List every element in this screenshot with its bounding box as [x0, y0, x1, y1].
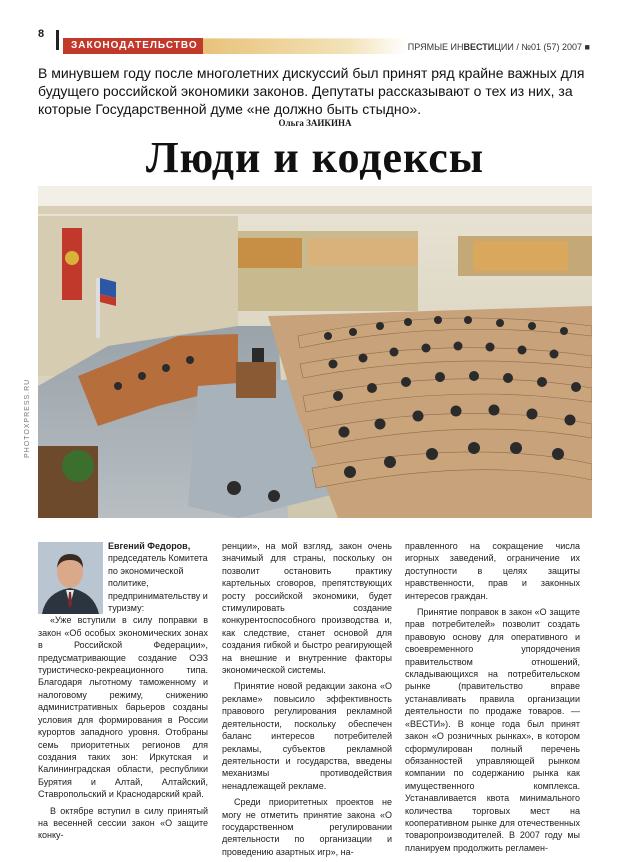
paragraph: «Уже вступили в силу поправки в закон «Об особых экономических зонах в Российской Федерации», предусматривающие создание ОЭЗ туристическо-рекреационного типа. Благодаря льготному таможенному и налоговому режиму, снижению административных барьеров созданы условия для формирования в России курортов западного уровня. Отобраны семь приоритетных регионов для создания таких зон: Иркутская и Калининградская области, республики Бурятия и Алтай, Алтайский, Ставропольский и Краснодарский край. — [38, 615, 208, 800]
paragraph: Среди приоритетных проектов не могу не отметить принятие закона «О государственном регулировании деятельности по организации и проведению азартных игр», на- — [222, 797, 392, 857]
issue-suffix: ЦИИ / №01 (57) 2007 ■ — [494, 42, 590, 52]
duma-hall-illustration — [38, 186, 592, 518]
article-author: Ольга ЗАИКИНА — [278, 118, 352, 128]
duma-hall-photo — [38, 186, 592, 518]
photo-credit: PHOTOXPRESS.RU — [24, 378, 31, 458]
article-column-1 — [38, 540, 208, 846]
section-title: ЗАКОНОДАТЕЛЬСТВО — [71, 40, 198, 51]
article-column-2 — [222, 540, 392, 862]
quote-attribution — [108, 540, 208, 614]
paragraph: Принятие новой редакции закона «О рекламе» повысило эффективность правового регулирования рекламной деятельности, поскольку обеспечен баланс интересов потребителей рекламы, субъектов рекламной деятельности и государства, введены механизмы противодействия ненадлежащей рекламе. — [222, 681, 392, 791]
speaker-name: Евгений Федоров, — [108, 541, 191, 551]
paragraph: Принятие поправок в закон «О защите прав потребителей» позволит создать правовую основу для оперативного и своевременного упорядочения правительством отношений, складывающихся на потребительском рынке (правительство вправе устанавливать правила организации деятельности по продаже товаров. — «ВЕСТИ»). В конце года был принят закон «О розничных рынках», в котором сформулирован полный перечень обязанностей управляющей рынком компании по содержанию рынка как имущественного комплекса. Устанавливается квота минимального количества торговых мест на кооперативном рынке для отечественных товаропроизводителей. В 2007 году мы планируем продолжить регламен- — [405, 607, 580, 853]
issue-brand: ВЕСТИ — [463, 42, 495, 52]
issue-info — [408, 42, 590, 52]
page-number: 8 — [38, 28, 45, 40]
issue-prefix: ПРЯМЫЕ ИН — [407, 42, 464, 52]
article-lead: В минувшем году после многолетних дискуссий был принят ряд крайне важных для будущего российской экономики законов. Депутаты рассказывают о тех из них, за которые Государственной думе «не должно быть стыдно». — [38, 65, 585, 117]
paragraph: ренции», на мой взгляд, закон очень значимый для страны, поскольку он позволит остановить практику картельных сговоров, препятствующих росту российской экономики, будет стимулировать создание конкурентоспособного производства и, как следствие, станет основой для создания гибкой и быстро реагирующей на внешние и внутренние факторы экономической системы. — [222, 541, 392, 676]
speaker-role: председатель Комитета по экономической политике, предпринимательству и туризму: — [108, 553, 208, 614]
article-headline: Люди и кодексы — [145, 133, 485, 182]
paragraph: правленного на сокращение числа игорных заведений, ограничение их доступности в целях защиты нравственности, прав и законных интересов граждан. — [405, 541, 580, 601]
section-label — [63, 38, 203, 54]
article-column-3 — [405, 540, 580, 858]
header-decor-band — [203, 30, 408, 54]
paragraph: В октябре вступил в силу принятый на весенней сессии закон «О защите конку- — [38, 805, 208, 841]
header-divider — [56, 30, 59, 50]
